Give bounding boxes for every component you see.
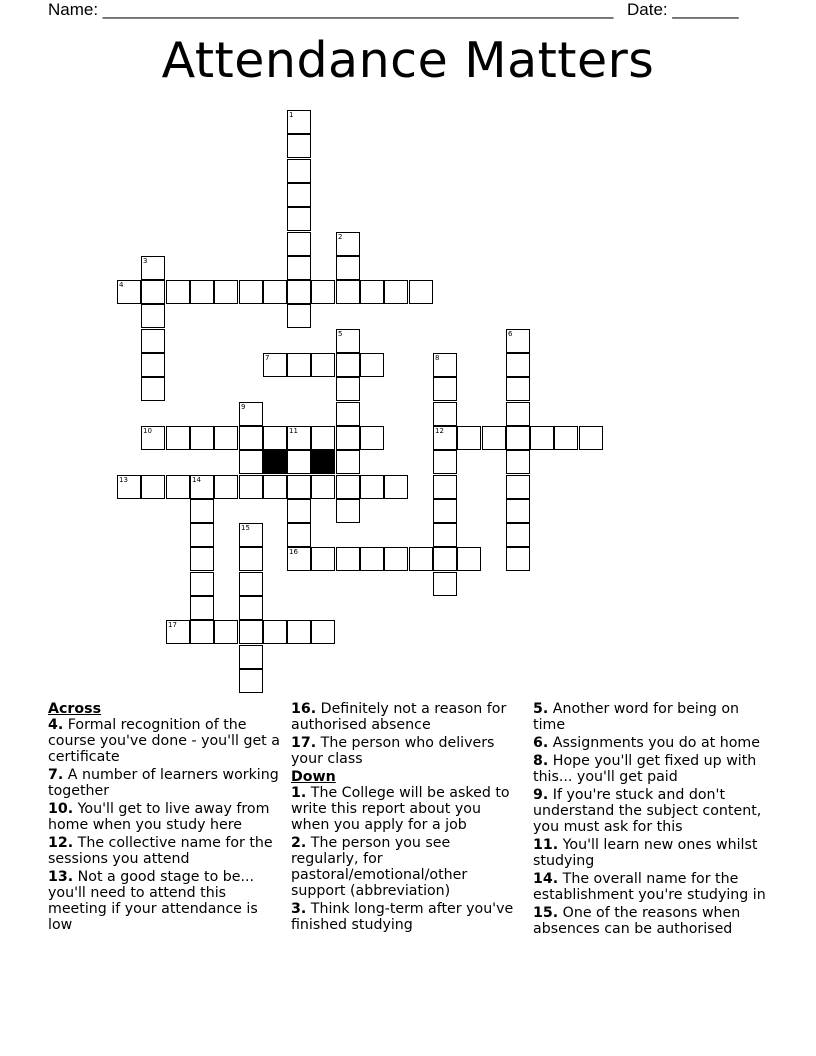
grid-cell[interactable] [433, 523, 457, 547]
grid-cell[interactable] [190, 475, 214, 499]
grid-cell[interactable] [360, 475, 384, 499]
grid-cell[interactable] [287, 304, 311, 328]
grid-cell[interactable] [506, 523, 530, 547]
clue-down-11: 11. You'll learn new ones whilst studying [533, 837, 758, 869]
down-heading: Down [291, 769, 336, 785]
grid-cell[interactable] [287, 523, 311, 547]
grid-cell[interactable] [214, 620, 238, 644]
clue-column-1 [48, 701, 280, 935]
grid-cell[interactable] [141, 256, 165, 280]
grid-cell[interactable] [214, 280, 238, 304]
grid-cell[interactable] [336, 450, 360, 474]
black-cell [311, 450, 335, 474]
grid-cell[interactable] [214, 426, 238, 450]
clue-number: 12 [435, 427, 444, 435]
clue-number: 6 [508, 330, 513, 338]
grid-cell[interactable] [287, 256, 311, 280]
grid-cell[interactable] [287, 426, 311, 450]
clue-down-6: 6. Assignments you do at home [533, 735, 760, 751]
grid-cell[interactable] [506, 329, 530, 353]
grid-cell[interactable] [457, 426, 481, 450]
grid-cell[interactable] [239, 596, 263, 620]
name-field[interactable]: Name: ______________________________________________________ [48, 0, 614, 19]
grid-cell[interactable] [263, 280, 287, 304]
grid-cell[interactable] [506, 475, 530, 499]
grid-cell[interactable] [141, 475, 165, 499]
grid-cell[interactable] [336, 475, 360, 499]
grid-cell[interactable] [287, 110, 311, 134]
grid-cell[interactable] [433, 402, 457, 426]
clue-number: 9 [241, 403, 246, 411]
grid-cell[interactable] [190, 426, 214, 450]
clue-across-7: 7. A number of learners working together [48, 767, 279, 799]
grid-cell[interactable] [239, 523, 263, 547]
clue-number: 7 [265, 354, 270, 362]
grid-cell[interactable] [190, 523, 214, 547]
clue-number: 17 [168, 621, 177, 629]
clue-column-2 [291, 701, 521, 935]
grid-cell[interactable] [287, 232, 311, 256]
grid-cell[interactable] [384, 547, 408, 571]
clue-number: 4 [119, 281, 124, 289]
grid-cell[interactable] [141, 304, 165, 328]
page-title: Attendance Matters [161, 32, 655, 89]
clue-down-1: 1. The College will be asked to write this report about you when you apply for a job [291, 785, 510, 833]
grid-cell[interactable] [287, 475, 311, 499]
grid-cell[interactable] [166, 426, 190, 450]
clue-down-15: 15. One of the reasons when absences can be authorised [533, 905, 741, 937]
grid-cell[interactable] [190, 547, 214, 571]
grid-cell[interactable] [141, 280, 165, 304]
grid-cell[interactable] [482, 426, 506, 450]
grid-cell[interactable] [360, 547, 384, 571]
grid-cell[interactable] [506, 450, 530, 474]
grid-cell[interactable] [190, 572, 214, 596]
grid-cell[interactable] [239, 572, 263, 596]
clue-column-3 [533, 701, 773, 939]
grid-cell[interactable] [336, 232, 360, 256]
grid-cell[interactable] [506, 499, 530, 523]
grid-cell[interactable] [239, 426, 263, 450]
grid-cell[interactable] [239, 280, 263, 304]
grid-cell[interactable] [409, 280, 433, 304]
grid-cell[interactable] [166, 280, 190, 304]
grid-cell[interactable] [239, 669, 263, 693]
clue-across-10: 10. You'll get to live away from home when you study here [48, 801, 270, 833]
grid-cell[interactable] [433, 499, 457, 523]
clue-number: 5 [338, 330, 343, 338]
date-field[interactable]: Date: _______ [627, 0, 739, 19]
grid-cell[interactable] [506, 353, 530, 377]
grid-cell[interactable] [336, 402, 360, 426]
grid-cell[interactable] [311, 353, 335, 377]
grid-cell[interactable] [336, 280, 360, 304]
grid-cell[interactable] [263, 426, 287, 450]
grid-cell[interactable] [384, 475, 408, 499]
clue-across-17: 17. The person who delivers your class [291, 735, 495, 767]
clue-number: 3 [143, 257, 148, 265]
clue-down-2: 2. The person you see regularly, for pastoral/emotional/other support (abbreviation) [291, 835, 468, 899]
grid-cell[interactable] [360, 426, 384, 450]
grid-cell[interactable] [311, 547, 335, 571]
grid-cell[interactable] [506, 426, 530, 450]
grid-cell[interactable] [287, 183, 311, 207]
grid-cell[interactable] [239, 402, 263, 426]
grid-cell[interactable] [263, 620, 287, 644]
grid-cell[interactable] [336, 426, 360, 450]
grid-cell[interactable] [287, 547, 311, 571]
clue-down-8: 8. Hope you'll get fixed up with this... you'll get paid [533, 753, 757, 785]
grid-cell[interactable] [336, 499, 360, 523]
grid-cell[interactable] [433, 377, 457, 401]
grid-cell[interactable] [214, 475, 238, 499]
grid-cell[interactable] [457, 547, 481, 571]
grid-cell[interactable] [433, 547, 457, 571]
clue-down-9: 9. If you're stuck and don't understand the subject content, you must ask for this [533, 787, 762, 835]
grid-cell[interactable] [141, 329, 165, 353]
clue-down-14: 14. The overall name for the establishment you're studying in [533, 871, 766, 903]
grid-cell[interactable] [239, 475, 263, 499]
clue-number: 13 [119, 476, 128, 484]
grid-cell[interactable] [433, 475, 457, 499]
clue-down-3: 3. Think long-term after you've finished studying [291, 901, 514, 933]
grid-cell[interactable] [287, 620, 311, 644]
grid-cell[interactable] [579, 426, 603, 450]
clue-number: 11 [289, 427, 298, 435]
grid-cell[interactable] [287, 159, 311, 183]
grid-cell[interactable] [287, 134, 311, 158]
grid-cell[interactable] [506, 377, 530, 401]
grid-cell[interactable] [360, 353, 384, 377]
grid-cell[interactable] [287, 499, 311, 523]
grid-cell[interactable] [141, 353, 165, 377]
clue-number: 15 [241, 524, 250, 532]
clue-across-13: 13. Not a good stage to be... you'll need to attend this meeting if your attendance is low [48, 869, 258, 933]
grid-cell[interactable] [287, 207, 311, 231]
grid-cell[interactable] [190, 280, 214, 304]
grid-cell[interactable] [141, 426, 165, 450]
grid-cell[interactable] [336, 329, 360, 353]
grid-cell[interactable] [117, 280, 141, 304]
grid-cell[interactable] [190, 620, 214, 644]
grid-cell[interactable] [166, 475, 190, 499]
grid-cell[interactable] [336, 256, 360, 280]
grid-cell[interactable] [433, 572, 457, 596]
grid-cell[interactable] [239, 450, 263, 474]
grid-cell[interactable] [433, 450, 457, 474]
grid-cell[interactable] [384, 280, 408, 304]
grid-cell[interactable] [117, 475, 141, 499]
grid-cell[interactable] [239, 645, 263, 669]
grid-cell[interactable] [360, 280, 384, 304]
clue-across-12: 12. The collective name for the sessions you attend [48, 835, 273, 867]
clue-number: 16 [289, 548, 298, 556]
grid-cell[interactable] [530, 426, 554, 450]
grid-cell[interactable] [311, 620, 335, 644]
grid-cell[interactable] [336, 547, 360, 571]
clue-number: 10 [143, 427, 152, 435]
clue-number: 14 [192, 476, 201, 484]
grid-cell[interactable] [239, 547, 263, 571]
grid-cell[interactable] [287, 450, 311, 474]
grid-cell[interactable] [311, 280, 335, 304]
grid-cell[interactable] [311, 475, 335, 499]
grid-cell[interactable] [190, 596, 214, 620]
clue-down-5: 5. Another word for being on time [533, 701, 740, 733]
grid-cell[interactable] [263, 353, 287, 377]
grid-cell[interactable] [336, 353, 360, 377]
grid-cell[interactable] [263, 475, 287, 499]
grid-cell[interactable] [506, 547, 530, 571]
grid-cell[interactable] [336, 377, 360, 401]
clue-across-4: 4. Formal recognition of the course you've done - you'll get a certificate [48, 717, 280, 765]
clue-across-16: 16. Definitely not a reason for authorised absence [291, 701, 507, 733]
clue-number: 8 [435, 354, 440, 362]
grid-cell[interactable] [311, 426, 335, 450]
grid-cell[interactable] [190, 499, 214, 523]
grid-cell[interactable] [554, 426, 578, 450]
grid-cell[interactable] [239, 620, 263, 644]
grid-cell[interactable] [506, 402, 530, 426]
grid-cell[interactable] [433, 426, 457, 450]
clue-number: 2 [338, 233, 343, 241]
grid-cell[interactable] [141, 377, 165, 401]
across-heading: Across [48, 701, 102, 717]
grid-cell[interactable] [287, 280, 311, 304]
clue-number: 1 [289, 111, 294, 119]
black-cell [263, 450, 287, 474]
grid-cell[interactable] [166, 620, 190, 644]
grid-cell[interactable] [287, 353, 311, 377]
grid-cell[interactable] [433, 353, 457, 377]
grid-cell[interactable] [409, 547, 433, 571]
